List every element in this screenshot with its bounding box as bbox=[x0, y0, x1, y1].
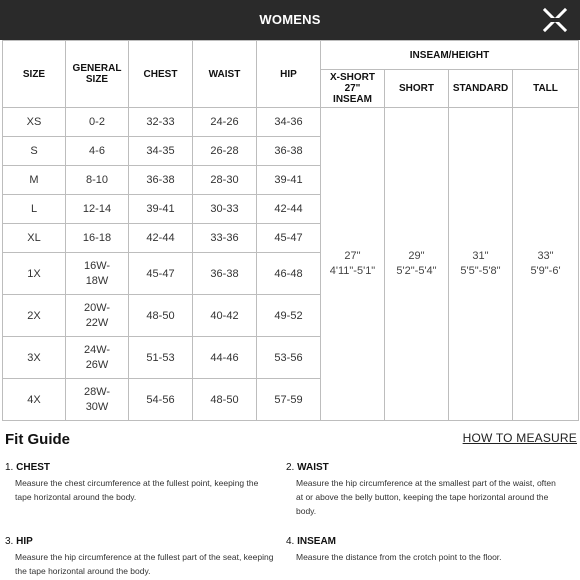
header-hip: HIP bbox=[257, 41, 321, 108]
inseam-length: 31" bbox=[472, 250, 489, 262]
cell-size: L bbox=[3, 195, 66, 224]
inseam-height-range: 5'5"-5'8" bbox=[460, 265, 501, 277]
page-title: WOMENS bbox=[259, 12, 321, 27]
cell-size: 3X bbox=[3, 337, 66, 379]
cell-hip: 39-41 bbox=[257, 166, 321, 195]
guide-item-chest bbox=[5, 462, 275, 504]
table-row bbox=[3, 108, 579, 137]
cell-general: 16-18 bbox=[66, 224, 129, 253]
inseam-tall bbox=[513, 108, 579, 421]
inseam-length: 33" bbox=[537, 250, 554, 262]
header-short: SHORT bbox=[385, 70, 449, 108]
fit-guide-title: Fit Guide bbox=[5, 431, 70, 448]
inseam-length: 29" bbox=[408, 250, 425, 262]
header-standard: STANDARD bbox=[449, 70, 513, 108]
cell-size: 4X bbox=[3, 379, 66, 421]
cell-hip: 57-59 bbox=[257, 379, 321, 421]
cell-hip: 34-36 bbox=[257, 108, 321, 137]
inseam-standard bbox=[449, 108, 513, 421]
how-to-measure-link[interactable]: HOW TO MEASURE bbox=[462, 431, 577, 445]
cell-hip: 45-47 bbox=[257, 224, 321, 253]
cell-chest: 48-50 bbox=[129, 295, 193, 337]
cell-size: XS bbox=[3, 108, 66, 137]
inseam-xshort bbox=[321, 108, 385, 421]
guide-label: INSEAM bbox=[297, 536, 337, 547]
guide-item-waist bbox=[286, 462, 556, 518]
inseam-height-range: 4'11"-5'1" bbox=[329, 265, 376, 277]
guide-label: WAIST bbox=[297, 462, 329, 473]
guide-number: 4. bbox=[286, 536, 295, 547]
header-tall: TALL bbox=[513, 70, 579, 108]
cell-hip: 36-38 bbox=[257, 137, 321, 166]
header-size: SIZE bbox=[3, 41, 66, 108]
cell-chest: 34-35 bbox=[129, 137, 193, 166]
cell-general: 8-10 bbox=[66, 166, 129, 195]
inseam-short bbox=[385, 108, 449, 421]
cell-chest: 45-47 bbox=[129, 253, 193, 295]
cell-chest: 51-53 bbox=[129, 337, 193, 379]
inseam-height-range: 5'2"-5'4" bbox=[396, 265, 437, 277]
size-chart-table bbox=[2, 40, 579, 421]
guide-number: 1. bbox=[5, 462, 14, 473]
cell-chest: 32-33 bbox=[129, 108, 193, 137]
cell-chest: 54-56 bbox=[129, 379, 193, 421]
guide-label: HIP bbox=[16, 536, 33, 547]
guide-text: Measure the distance from the crotch point to the floor. bbox=[296, 552, 502, 562]
guide-number: 3. bbox=[5, 536, 14, 547]
cell-hip: 53-56 bbox=[257, 337, 321, 379]
guide-text: Measure the hip circumference at the smallest part of the waist, often at or above the belly button, keeping the tape horizontal around the body. bbox=[296, 478, 556, 516]
guide-item-inseam bbox=[286, 536, 556, 564]
cell-general: 4-6 bbox=[66, 137, 129, 166]
cell-waist: 30-33 bbox=[193, 195, 257, 224]
cell-waist: 28-30 bbox=[193, 166, 257, 195]
cell-chest: 42-44 bbox=[129, 224, 193, 253]
cell-waist: 40-42 bbox=[193, 295, 257, 337]
cell-size: XL bbox=[3, 224, 66, 253]
cell-hip: 46-48 bbox=[257, 253, 321, 295]
guide-label: CHEST bbox=[16, 462, 51, 473]
guide-number: 2. bbox=[286, 462, 295, 473]
cell-general: 20W-22W bbox=[66, 295, 129, 337]
cell-general: 0-2 bbox=[66, 108, 129, 137]
guide-item-hip bbox=[5, 536, 275, 578]
brand-x-logo-icon bbox=[542, 7, 568, 33]
cell-waist: 26-28 bbox=[193, 137, 257, 166]
header-general-size: GENERAL SIZE bbox=[66, 41, 129, 108]
cell-waist: 36-38 bbox=[193, 253, 257, 295]
cell-size: 1X bbox=[3, 253, 66, 295]
page-header bbox=[0, 0, 580, 40]
header-xshort: X-SHORT 27" INSEAM bbox=[321, 70, 385, 108]
cell-waist: 33-36 bbox=[193, 224, 257, 253]
guide-text: Measure the hip circumference at the fullest part of the seat, keeping the tape horizontal around the body. bbox=[15, 552, 274, 576]
guide-text: Measure the chest circumference at the fullest point, keeping the tape horizontal around the body. bbox=[15, 478, 259, 502]
cell-chest: 39-41 bbox=[129, 195, 193, 224]
inseam-height-range: 5'9"-6' bbox=[530, 265, 561, 277]
header-chest: CHEST bbox=[129, 41, 193, 108]
cell-hip: 49-52 bbox=[257, 295, 321, 337]
cell-general: 12-14 bbox=[66, 195, 129, 224]
cell-general: 28W-30W bbox=[66, 379, 129, 421]
cell-waist: 48-50 bbox=[193, 379, 257, 421]
cell-size: 2X bbox=[3, 295, 66, 337]
cell-hip: 42-44 bbox=[257, 195, 321, 224]
header-waist: WAIST bbox=[193, 41, 257, 108]
cell-waist: 44-46 bbox=[193, 337, 257, 379]
cell-general: 24W-26W bbox=[66, 337, 129, 379]
cell-general: 16W-18W bbox=[66, 253, 129, 295]
header-inseam-height: INSEAM/HEIGHT bbox=[321, 41, 579, 70]
inseam-length: 27" bbox=[344, 250, 361, 262]
cell-chest: 36-38 bbox=[129, 166, 193, 195]
cell-waist: 24-26 bbox=[193, 108, 257, 137]
cell-size: S bbox=[3, 137, 66, 166]
cell-size: M bbox=[3, 166, 66, 195]
